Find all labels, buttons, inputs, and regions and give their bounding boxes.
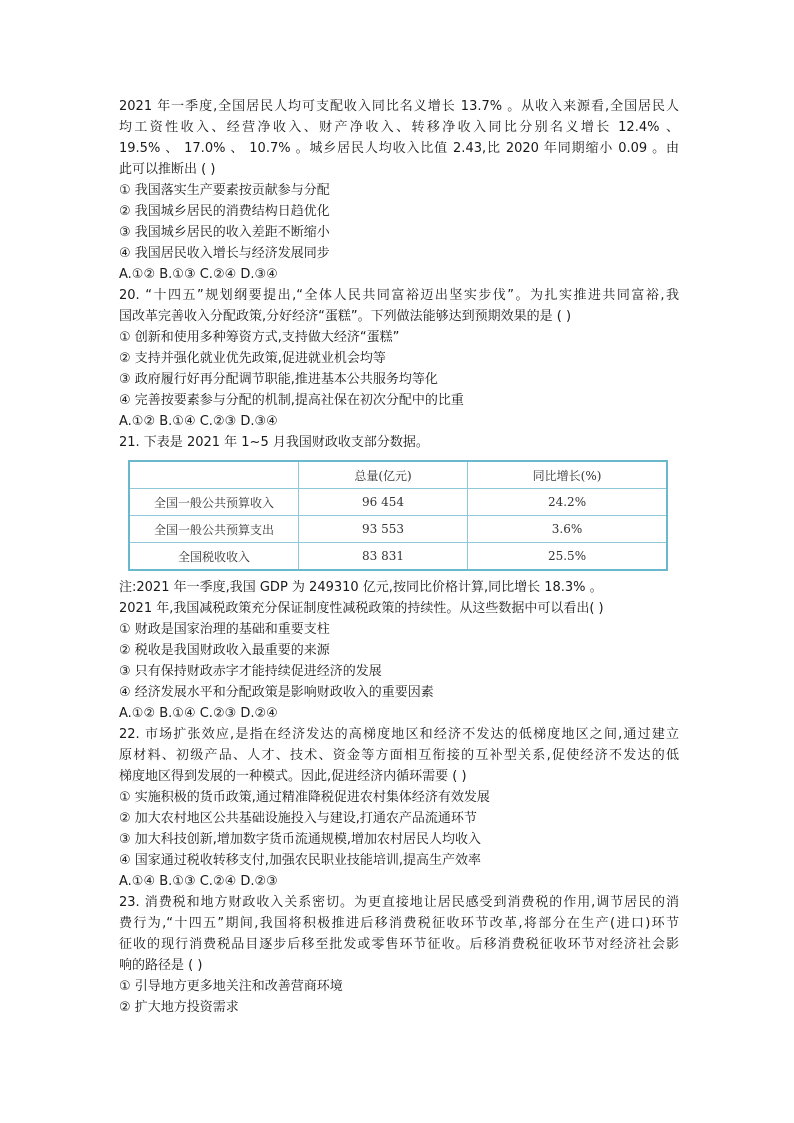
table-cell: 全国一般公共预算收入 [129,489,298,516]
table-cell: 25.5% [468,543,667,571]
q22-option: ④ 国家通过税收转移支付,加强农民职业技能培训,提高生产效率 [119,853,482,868]
q23-line: 费行为,“十四五”期间,我国将积极推进后移消费税征收环节改革,将部分在生产(进口)环节 [119,916,679,931]
q22-option: ① 实施积极的货币政策,通过精准降税促进农村集体经济有效发展 [119,790,490,805]
q21-option: ④ 经济发展水平和分配政策是影响财政收入的重要因素 [119,685,434,700]
q22-answer-choices: A.①④ B.①③ C.②④ D.②③ [119,874,278,889]
table-cell: 3.6% [468,516,667,543]
q20-line: 国改革完善收入分配政策,分好经济“蛋糕”。下列做法能够达到预期效果的是 ( ) [119,309,572,324]
q21-option: ① 财政是国家治理的基础和重要支柱 [119,622,330,637]
q22-option: ③ 加大科技创新,增加数字货币流通规模,增加农村居民人均收入 [119,832,482,847]
q20-option: ① 创新和使用多种筹资方式,支持做大经济“蛋糕” [119,330,400,345]
q21-intro: 21. 下表是 2021 年 1~5 月我国财政收支部分数据。 [119,435,429,450]
table-cell: 全国税收收入 [129,543,298,571]
q22-line: 梯度地区得到发展的一种模式。因此,促进经济内循环需要 ( ) [119,769,467,784]
q19-line: 2021 年一季度,全国居民人均可支配收入同比名义增长 13.7% 。从收入来源看,全国居民人 [119,99,679,114]
q22-line: 22. 市场扩张效应,是指在经济发达的高梯度地区和经济不发达的低梯度地区之间,通过建立 [119,727,679,742]
table-cell: 全国一般公共预算支出 [129,516,298,543]
q22-line: 原材料、初级产品、人才、技术、资金等方面相互衔接的互补型关系,促使经济不发达的低 [119,748,679,763]
q21-answer-choices: A.①② B.①④ C.②③ D.②④ [119,706,278,721]
q22-option: ② 加大农村地区公共基础设施投入与建设,打通农产品流通环节 [119,811,477,826]
table-header-cell: 总量(亿元) [298,461,467,489]
table-header-row [129,461,667,489]
fiscal-data-table [128,460,668,571]
q23-option: ② 扩大地方投资需求 [119,1000,239,1015]
table-row [129,489,667,516]
q19-option: ② 我国城乡居民的消费结构日趋优化 [119,204,330,219]
q23-line: 响的路径是 ( ) [119,958,203,973]
q19-option: ③ 我国城乡居民的收入差距不断缩小 [119,225,330,240]
q20-option: ② 支持并强化就业优先政策,促进就业机会均等 [119,351,386,366]
q19-answer-choices: A.①② B.①③ C.②④ D.③④ [119,267,278,282]
q21-option: ② 税收是我国财政收入最重要的来源 [119,643,330,658]
q20-option: ③ 政府履行好再分配调节职能,推进基本公共服务均等化 [119,372,438,387]
table-header-cell [129,461,298,489]
q20-line: 20. “十四五”规划纲要提出,“全体人民共同富裕迈出坚实步伐”。为扎实推进共同富裕,我 [119,288,679,303]
table-row [129,543,667,571]
q19-option: ④ 我国居民收入增长与经济发展同步 [119,246,330,261]
fiscal-data-table-wrap [128,460,668,568]
table-row [129,516,667,543]
q19-line: 均工资性收入、经营净收入、财产净收入、转移净收入同比分别名义增长 12.4% 、 [119,120,679,135]
q21-note: 注:2021 年一季度,我国 GDP 为 249310 亿元,按同比价格计算,同比增长 18.3% 。 [119,580,603,595]
q20-option: ④ 完善按要素参与分配的机制,提高社保在初次分配中的比重 [119,393,464,408]
table-cell: 83 831 [298,543,467,571]
q19-line: 此可以推断出 ( ) [119,162,216,177]
table-cell: 93 553 [298,516,467,543]
q21-option: ③ 只有保持财政赤字才能持续促进经济的发展 [119,664,382,679]
q20-answer-choices: A.①② B.①④ C.②③ D.③④ [119,414,278,429]
exam-page [119,96,679,453]
q19-option: ① 我国落实生产要素按贡献参与分配 [119,183,330,198]
q19-line: 19.5% 、 17.0% 、 10.7% 。城乡居民人均收入比值 2.43,比 2020 年同期缩小 0.09 。由 [119,141,679,156]
q23-line: 23. 消费税和地方财政收入关系密切。为更直接地让居民感受到消费税的作用,调节居民的消 [119,895,679,910]
q21-line: 2021 年,我国减税政策充分保证制度性减税政策的持续性。从这些数据中可以看出( ) [119,601,604,616]
table-cell: 24.2% [468,489,667,516]
q23-option: ① 引导地方更多地关注和改善营商环境 [119,979,343,994]
exam-page-continued [119,577,679,1018]
q23-line: 征收的现行消费税品目逐步后移至批发或零售环节征收。后移消费税征收环节对经济社会影 [119,937,679,952]
table-cell: 96 454 [298,489,467,516]
table-header-cell: 同比增长(%) [468,461,667,489]
